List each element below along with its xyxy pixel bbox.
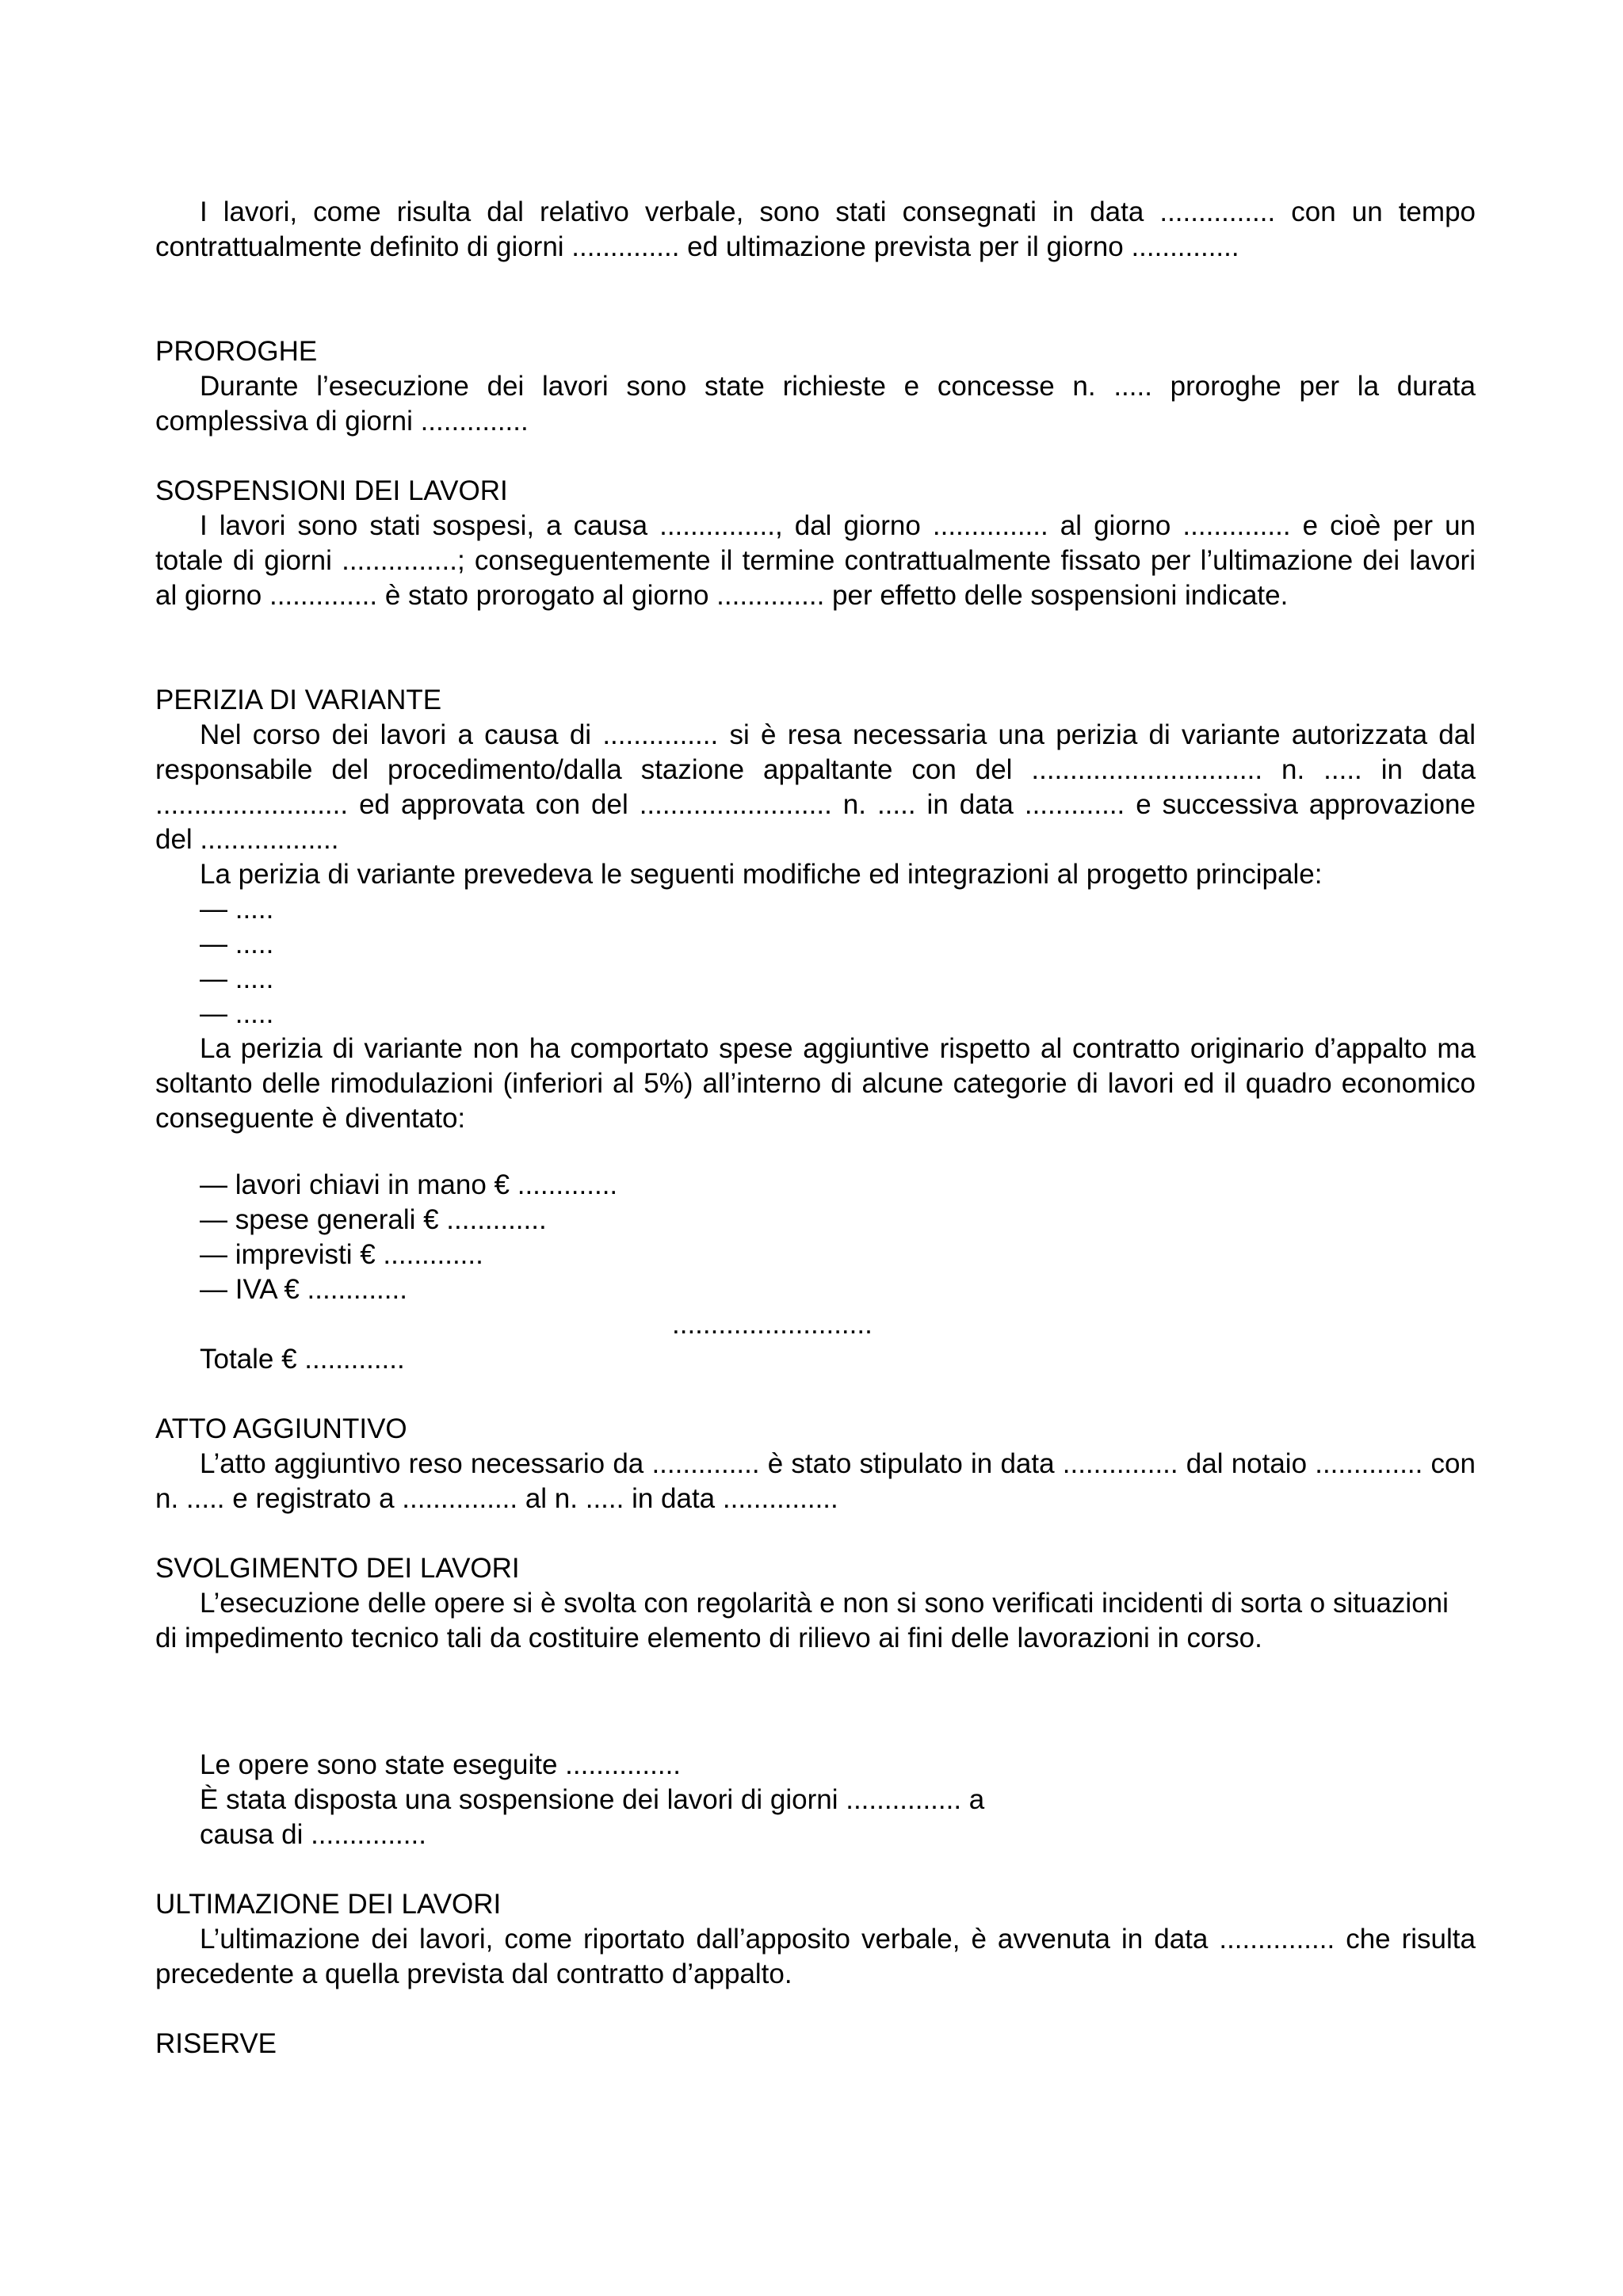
- section-heading-perizia: PERIZIA DI VARIANTE: [155, 685, 442, 715]
- total-line-wrapper: [155, 1342, 1476, 1377]
- proroghe-paragraph: Durante l’esecuzione dei lavori sono state richieste e concesse n. ..... proroghe per la durata complessiva di giorni ..............: [155, 371, 1476, 437]
- perizia-section: [155, 718, 1476, 1136]
- list-item: — .....: [200, 929, 274, 959]
- section-heading-atto: ATTO AGGIUNTIVO: [155, 1413, 407, 1444]
- atto-paragraph: L’atto aggiuntivo reso necessario da .............. è stato stipulato in data ............... dal notaio .............. con n. ..... e registrato a ............... al n. ..... in data ...............: [155, 1448, 1476, 1514]
- section-heading-sospensioni: SOSPENSIONI DEI LAVORI: [155, 475, 508, 506]
- subtotal-dots: ..........................: [672, 1309, 873, 1340]
- intro-paragraph: I lavori, come risulta dal relativo verbale, sono stati consegnati in data ............... con un tempo contrattualmente definito di giorni .............. ed ultimazione prevista per il giorno ..............: [155, 196, 1476, 262]
- list-item: — .....: [200, 963, 274, 994]
- svolgimento-line-2: È stata disposta una sospensione dei lavori di giorni ............... a: [200, 1784, 985, 1815]
- section-heading-svolgimento: SVOLGIMENTO DEI LAVORI: [155, 1553, 520, 1584]
- section-heading-proroghe: PROROGHE: [155, 336, 318, 367]
- sospensioni-paragraph: I lavori sono stati sospesi, a causa ..............., dal giorno ............... al giorno .............. e cioè per un totale di giorni ...............; conseguentemente il termine contrattualmente fissato per l’ultimazione dei lavori al giorno .............. è stato prorogato al giorno .............. per effetto delle sospensioni indicate.: [155, 510, 1476, 611]
- cost-item: — imprevisti € .............: [200, 1239, 483, 1270]
- cost-item: — lavori chiavi in mano € .............: [200, 1169, 618, 1200]
- section-heading-ultimazione: ULTIMAZIONE DEI LAVORI: [155, 1889, 502, 1920]
- perizia-paragraph-3: La perizia di variante non ha comportato spese aggiuntive rispetto al contratto originario d’appalto ma soltanto delle rimodulazioni (inferiori al 5%) all’interno di alcune categorie di lavori ed il quadro economico conseguente è diventato:: [155, 1033, 1476, 1134]
- intro-section: [155, 195, 1476, 265]
- atto-section: [155, 1447, 1476, 1516]
- cost-items-list: [155, 1168, 1476, 1307]
- svolgimento-line-1: Le opere sono state eseguite ...............: [200, 1749, 682, 1780]
- cost-item: — IVA € .............: [200, 1274, 407, 1305]
- list-item: — .....: [200, 998, 274, 1029]
- list-item: — .....: [200, 894, 274, 925]
- cost-breakdown: [155, 1168, 1476, 1307]
- perizia-items-list: [155, 892, 1476, 1032]
- ultimazione-paragraph: L’ultimazione dei lavori, come riportato dall’apposito verbale, è avvenuta in data ............... che risulta precedente a quella prevista dal contratto d’appalto.: [155, 1924, 1476, 1989]
- cost-item: — spese generali € .............: [200, 1204, 547, 1235]
- svolgimento-lines: [155, 1748, 1476, 1852]
- perizia-paragraph-1: Nel corso dei lavori a causa di ............... si è resa necessaria una perizia di variante autorizzata dal responsabile del procedimento/dalla stazione appaltante con del .............................. n. ..... in data ......................... ed approvata con del ......................... n. ..... in data ............. e successiva approvazione del ..................: [155, 719, 1476, 855]
- ultimazione-section: [155, 1922, 1476, 1992]
- proroghe-section: [155, 369, 1476, 439]
- svolgimento-lines-group: [155, 1748, 1476, 1852]
- svolgimento-paragraph: L’esecuzione delle opere si è svolta con regolarità e non si sono verificati incidenti di sorta o situazioni di impedimento tecnico tali da costituire elemento di rilievo ai fini delle lavorazioni in corso.: [155, 1588, 1449, 1653]
- svolgimento-section: [155, 1586, 1476, 1656]
- section-heading-riserve: RISERVE: [155, 2028, 277, 2059]
- svolgimento-line-3: causa di ...............: [200, 1819, 426, 1850]
- perizia-paragraph-2: La perizia di variante prevedeva le seguenti modifiche ed integrazioni al progetto principale:: [200, 859, 1323, 890]
- total-line: Totale € .............: [200, 1344, 405, 1375]
- sospensioni-section: [155, 509, 1476, 613]
